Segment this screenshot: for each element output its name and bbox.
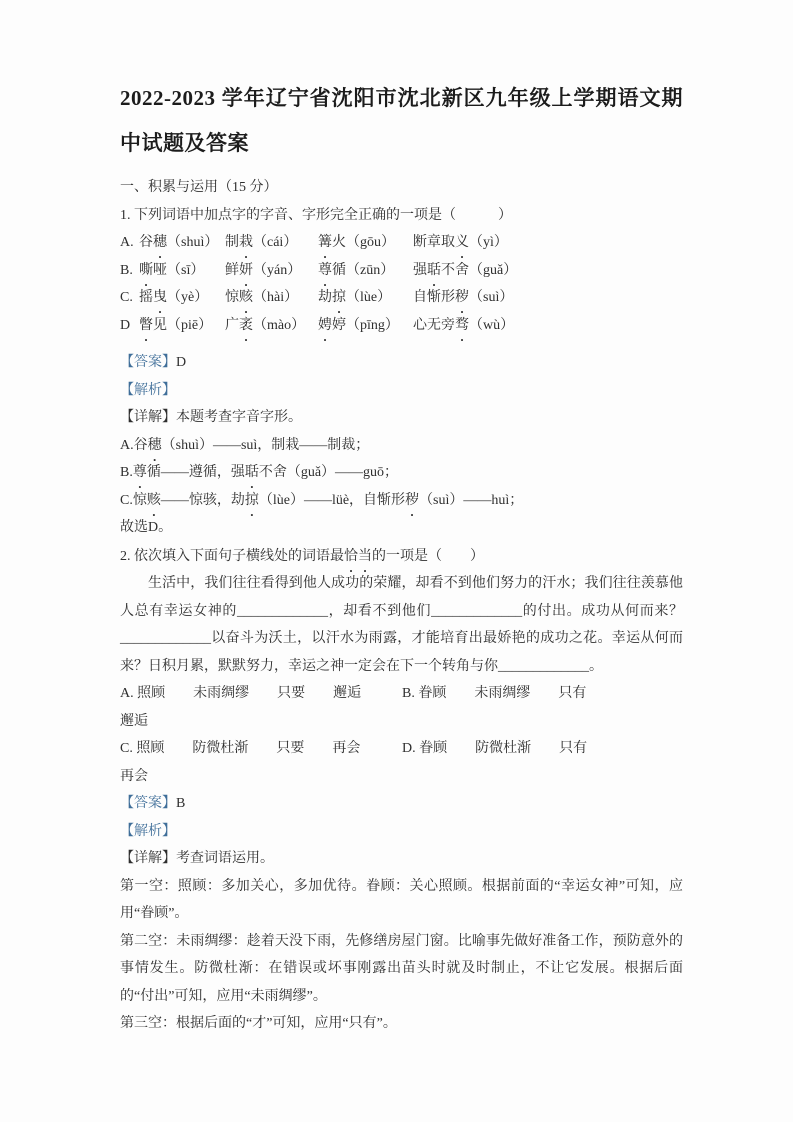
q1-option-b-word-4: 强聒不舍（guǎ） xyxy=(413,262,518,278)
q2-option-d: D. 眷顾 防微杜渐 只有 xyxy=(402,741,588,756)
q1-option-a-word-1: 谷穗（shuì） xyxy=(139,235,219,250)
q1-answer-line xyxy=(120,349,683,377)
q1-option-c-word-3: 劫掠（lùe） xyxy=(318,290,392,305)
q1-option-row-d xyxy=(120,312,683,340)
section-heading: 一、积累与运用（15 分） xyxy=(120,180,278,195)
q2-detail-label: 【详解】 xyxy=(120,851,176,866)
q2-explanation-3: 第三空：根据后面的“才”可知，应用“只有”。 xyxy=(120,1016,397,1031)
q2-option-line-1 xyxy=(120,680,683,708)
q1-conclusion: 故选D。 xyxy=(120,520,173,535)
q1-detail-line xyxy=(120,404,683,432)
q1-analysis-line xyxy=(120,377,683,405)
q1-option-d-word-4: 心无旁骛（wù） xyxy=(413,317,515,333)
q1-option-c-word-2: 惊赅（hài） xyxy=(225,290,299,305)
q2-option-a: A. 照顾 未雨绸缪 只要 邂逅 xyxy=(120,686,362,701)
q2-explanation-2: 第二空：未雨绸缪：趁着天没下雨，先修缮房屋门窗。比喻事先做好准备工作，预防意外的事情发生。防微杜渐：在错误或坏事刚露出苗头时就及时制止，不让它发展。根据后面的“付出”可知，应用“未雨绸缪”。 xyxy=(120,933,683,1004)
q1-explanation-c: C.惊赅——惊骇，劫掠（lùe）——lüè，自惭形秽（suì）——huì； xyxy=(120,492,524,508)
q2-answer-line xyxy=(120,790,683,818)
q2-option-line-2 xyxy=(120,735,683,763)
q1-answer-value: D xyxy=(176,355,187,370)
q1-option-b-word-1: 嘶哑（sī） xyxy=(139,262,205,278)
q1-option-b-word-2: 鲜妍（yán） xyxy=(225,262,302,278)
q2-explanation-1: 第一空：照顾：多加关心，多加优待。眷顾：关心照顾。根据前面的“幸运女神”可知，应用“眷顾”。 xyxy=(120,878,683,921)
q2-answer-value: B xyxy=(176,796,186,811)
q1-option-b-letter: B. xyxy=(120,262,133,278)
q1-option-d-letter: D xyxy=(120,317,131,333)
q1-option-a-word-3: 篝火（gōu） xyxy=(318,235,395,250)
q2-option-c: C. 照顾 防微杜渐 只要 再会 xyxy=(120,741,361,756)
q1-explanation-a: A.谷穗（shuì）——suì，制栽——制裁； xyxy=(120,437,370,453)
q1-stem: 1. 下列词语中加点字的字音、字形完全正确的一项是（ ） xyxy=(120,207,512,223)
q1-option-c-word-4: 自惭形秽（suì） xyxy=(413,290,514,305)
q1-option-a-word-4: 断章取义（yì） xyxy=(413,235,508,250)
q1-detail-text: 本题考查字音字形。 xyxy=(176,410,302,425)
q2-detail-text: 考查词语运用。 xyxy=(176,851,274,866)
q2-option-b-wrap: 邂逅 xyxy=(120,713,148,729)
page-title: 2022-2023 学年辽宁省沈阳市沈北新区九年级上学期语文期中试题及答案 xyxy=(120,86,683,155)
q1-option-d-word-1: 瞥见（piē） xyxy=(139,317,213,333)
q2-detail-line xyxy=(120,845,683,873)
q1-option-row-a xyxy=(120,229,683,257)
q2-answer-label: 【答案】 xyxy=(120,796,176,811)
q1-option-d-word-3: 娉婷（pīng） xyxy=(318,317,399,333)
q1-option-row-b xyxy=(120,257,683,285)
q1-option-d-word-2: 广袤（mào） xyxy=(225,317,306,333)
q1-option-c-letter: C. xyxy=(120,290,133,305)
q2-passage: 生活中，我们往往看得到他人成功的荣耀，却看不到他们努力的汗水；我们往往羡慕他人总有幸运女神的_____________，却看不到他们_____________的付出。成功从何而来？_____________以奋斗为沃土，以汗水为雨露，才能培育出最娇艳的成功之花。幸运从何而来？日积月累，默默努力，幸运之神一定会在下一个转角与你_____________。 xyxy=(120,576,683,674)
q2-analysis-line xyxy=(120,818,683,846)
q1-option-c-word-1: 摇曳（yè） xyxy=(139,290,209,305)
q1-option-a-letter: A. xyxy=(120,235,134,250)
q1-analysis-label: 【解析】 xyxy=(120,382,176,398)
q1-explanation-b: B.尊循——遵循，强聒不舍（guǎ）——guō； xyxy=(120,465,399,480)
q1-option-b-word-3: 尊循（zūn） xyxy=(318,262,395,278)
q1-detail-label: 【详解】 xyxy=(120,410,176,425)
q1-answer-label: 【答案】 xyxy=(120,355,176,370)
q2-stem: 2. 依次填入下面句子横线处的词语最恰当的一项是（ ） xyxy=(120,548,484,564)
q2-analysis-label: 【解析】 xyxy=(120,823,176,839)
q2-option-d-wrap: 再会 xyxy=(120,768,148,784)
q1-option-row-c xyxy=(120,284,683,312)
q1-option-a-word-2: 制栽（cái） xyxy=(225,235,298,250)
q2-option-b: B. 眷顾 未雨绸缪 只有 xyxy=(402,686,587,701)
